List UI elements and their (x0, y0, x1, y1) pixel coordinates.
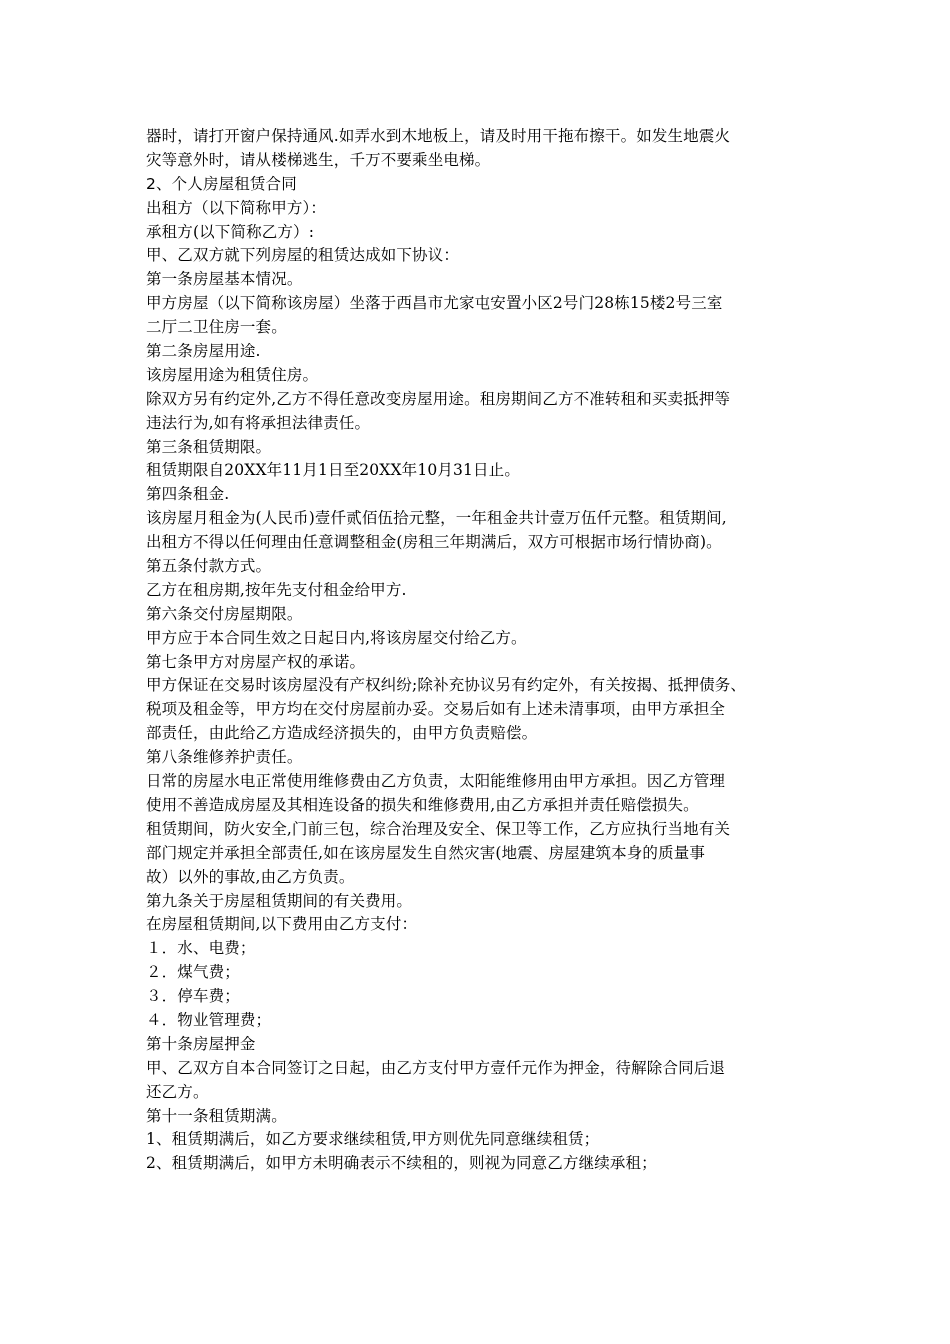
text-line: 第五条付款方式。 (146, 557, 272, 576)
text-line: 二厅二卫住房一套。 (146, 318, 287, 337)
text-line: 第三条租赁期限。 (146, 437, 272, 456)
document-page (146, 125, 826, 1176)
text-line: 第十一条租赁期满。 (146, 1106, 287, 1125)
text-line: 器时，请打开窗户保持通风.如弄水到木地板上，请及时用干拖布擦干。如发生地震火 (146, 127, 731, 145)
text-line: 该房屋用途为租赁住房。 (146, 365, 319, 384)
text-line: 租赁期限自20XX年11月1日至20XX年10月31日止。 (146, 461, 520, 480)
text-line: 该房屋月租金为(人民币)壹仟贰佰伍拾元整，一年租金共计壹万伍仟元整。租赁期间, (146, 509, 727, 528)
text-line: 第九条关于房屋租赁期间的有关费用。 (146, 891, 413, 910)
text-line: 税项及租金等，甲方均在交付房屋前办妥。交易后如有上述未清事项，由甲方承担全 (146, 700, 726, 719)
list-item: 2、租赁期满后，如甲方未明确表示不续租的，则视为同意乙方继续承租； (146, 1154, 657, 1173)
text-line: 灾等意外时，请从楼梯逃生，千万不要乘坐电梯。 (146, 150, 491, 169)
text-line: 甲方应于本合同生效之日起日内,将该房屋交付给乙方。 (146, 628, 527, 647)
text-line: 出租方不得以任何理由任意调整租金(房租三年期满后，双方可根据市场行情协商)。 (146, 533, 722, 552)
text-line: 乙方在租房期,按年先支付租金给甲方. (146, 580, 407, 599)
list-item: １．水、电费； (146, 939, 256, 958)
text-line: 还乙方。 (146, 1082, 209, 1101)
text-line: 部责任，由此给乙方造成经济损失的，由甲方负责赔偿。 (146, 724, 538, 743)
text-line: 第一条房屋基本情况。 (146, 270, 303, 289)
text-line: 除双方另有约定外,乙方不得任意改变房屋用途。租房期间乙方不准转租和买卖抵押等 (146, 389, 731, 408)
list-item: ３．停车费； (146, 987, 240, 1006)
text-line: 甲、乙双方自本合同签订之日起，由乙方支付甲方壹仟元作为押金，待解除合同后退 (146, 1058, 726, 1077)
text-line: 第七条甲方对房屋产权的承诺。 (146, 652, 366, 671)
text-line: 甲方房屋（以下简称该房屋）坐落于西昌市尤家屯安置小区2号门28栋15楼2号三室 (146, 294, 723, 313)
text-line: 使用不善造成房屋及其相连设备的损失和维修费用,由乙方承担并责任赔偿损失。 (146, 795, 699, 814)
text-line: 租赁期间，防火安全,门前三包，综合治理及安全、保卫等工作，乙方应执行当地有关 (146, 819, 731, 838)
text-line: 甲方保证在交易时该房屋没有产权纠纷;除补充协议另有约定外，有关按揭、抵押债务、 (146, 676, 747, 695)
text-line: 故）以外的事故,由乙方负责。 (146, 867, 355, 886)
list-item: 1、租赁期满后，如乙方要求继续租赁,甲方则优先同意继续租赁； (146, 1130, 600, 1149)
text-line: 第六条交付房屋期限。 (146, 604, 303, 623)
section-heading: 2、个人房屋租赁合同 (146, 174, 297, 193)
text-line: 在房屋租赁期间,以下费用由乙方支付： (146, 915, 418, 934)
text-line: 部门规定并承担全部责任,如在该房屋发生自然灾害(地震、房屋建筑本身的质量事 (146, 843, 706, 862)
text-line: 承租方(以下简称乙方）: (146, 222, 315, 241)
text-line: 甲、乙双方就下列房屋的租赁达成如下协议： (146, 246, 460, 265)
text-line: 出租方（以下简称甲方）： (146, 198, 327, 217)
text-line: 违法行为,如有将承担法律责任。 (146, 413, 371, 432)
text-line: 第十条房屋押金 (146, 1034, 256, 1053)
list-item: ２．煤气费； (146, 963, 240, 982)
list-item: ４．物业管理费； (146, 1010, 272, 1029)
text-line: 第四条租金. (146, 485, 230, 504)
text-line: 第二条房屋用途. (146, 342, 261, 361)
text-line: 第八条维修养护责任。 (146, 748, 303, 767)
text-line: 日常的房屋水电正常使用维修费由乙方负责，太阳能维修用由甲方承担。因乙方管理 (146, 772, 726, 791)
